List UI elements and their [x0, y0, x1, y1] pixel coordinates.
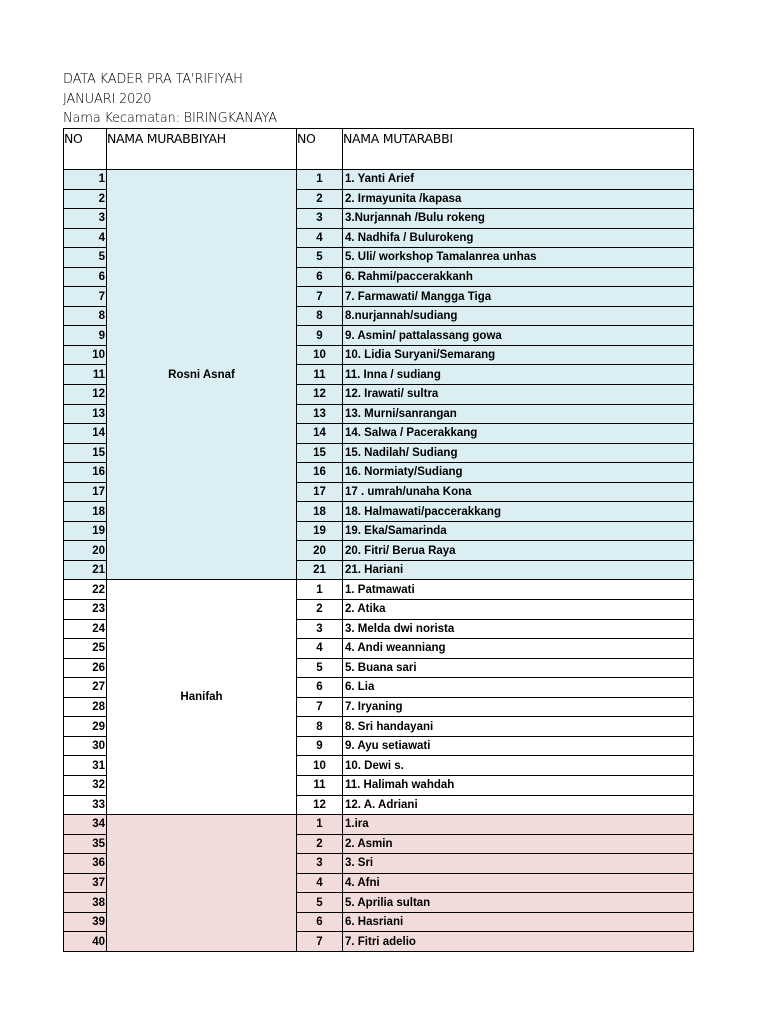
row-number: 27	[64, 678, 107, 698]
row-number: 10	[64, 345, 107, 365]
kader-table	[63, 128, 694, 952]
mutarabbi-name: 7. Fitri adelio	[343, 932, 694, 952]
row-number: 1	[64, 170, 107, 190]
mutarabbi-name: 9. Ayu setiawati	[343, 736, 694, 756]
mutarabbi-number: 15	[297, 443, 343, 463]
row-number: 11	[64, 365, 107, 385]
mutarabbi-number: 3	[297, 209, 343, 229]
mutarabbi-number: 2	[297, 834, 343, 854]
row-number: 19	[64, 521, 107, 541]
mutarabbi-name: 15. Nadilah/ Sudiang	[343, 443, 694, 463]
column-header-mutarabbi: NAMA MUTARABBI	[343, 129, 694, 170]
row-number: 31	[64, 756, 107, 776]
row-number: 15	[64, 443, 107, 463]
mutarabbi-number: 2	[297, 189, 343, 209]
mutarabbi-name: 1.ira	[343, 815, 694, 835]
murabbiyah-name	[107, 815, 297, 952]
row-number: 9	[64, 326, 107, 346]
mutarabbi-name: 3.Nurjannah /Bulu rokeng	[343, 209, 694, 229]
mutarabbi-name: 2. Asmin	[343, 834, 694, 854]
mutarabbi-number: 1	[297, 170, 343, 190]
row-number: 6	[64, 267, 107, 287]
mutarabbi-number: 21	[297, 560, 343, 580]
mutarabbi-name: 17 . umrah/unaha Kona	[343, 482, 694, 502]
row-number: 40	[64, 932, 107, 952]
mutarabbi-name: 13. Murni/sanrangan	[343, 404, 694, 424]
mutarabbi-number: 20	[297, 541, 343, 561]
mutarabbi-number: 12	[297, 385, 343, 405]
mutarabbi-name: 9. Asmin/ pattalassang gowa	[343, 326, 694, 346]
mutarabbi-name: 3. Melda dwi norista	[343, 619, 694, 639]
mutarabbi-number: 18	[297, 502, 343, 522]
table-row	[64, 815, 694, 835]
mutarabbi-name: 10. Lidia Suryani/Semarang	[343, 345, 694, 365]
mutarabbi-name: 11. Halimah wahdah	[343, 775, 694, 795]
row-number: 4	[64, 228, 107, 248]
table-row	[64, 580, 694, 600]
mutarabbi-number: 2	[297, 600, 343, 620]
district-name: Nama Kecamatan: BIRINGKANAYA	[63, 111, 277, 126]
mutarabbi-name: 18. Halmawati/paccerakkang	[343, 502, 694, 522]
mutarabbi-number: 4	[297, 228, 343, 248]
mutarabbi-number: 7	[297, 697, 343, 717]
row-number: 14	[64, 424, 107, 444]
column-header-no: NO	[64, 129, 107, 170]
mutarabbi-number: 8	[297, 717, 343, 737]
mutarabbi-name: 16. Normiaty/Sudiang	[343, 463, 694, 483]
row-number: 8	[64, 306, 107, 326]
mutarabbi-name: 10. Dewi s.	[343, 756, 694, 776]
mutarabbi-name: 21. Hariani	[343, 560, 694, 580]
row-number: 21	[64, 560, 107, 580]
mutarabbi-number: 7	[297, 932, 343, 952]
row-number: 3	[64, 209, 107, 229]
row-number: 26	[64, 658, 107, 678]
mutarabbi-name: 19. Eka/Samarinda	[343, 521, 694, 541]
row-number: 16	[64, 463, 107, 483]
murabbiyah-name: Hanifah	[107, 580, 297, 815]
murabbiyah-name: Rosni Asnaf	[107, 170, 297, 580]
mutarabbi-number: 11	[297, 365, 343, 385]
mutarabbi-number: 5	[297, 893, 343, 913]
mutarabbi-name: 2. Irmayunita /kapasa	[343, 189, 694, 209]
row-number: 30	[64, 736, 107, 756]
mutarabbi-name: 3. Sri	[343, 854, 694, 874]
mutarabbi-number: 14	[297, 424, 343, 444]
mutarabbi-name: 4. Andi weanniang	[343, 639, 694, 659]
document-period: JANUARI 2020	[63, 91, 152, 107]
mutarabbi-name: 6. Rahmi/paccerakkanh	[343, 267, 694, 287]
mutarabbi-number: 16	[297, 463, 343, 483]
mutarabbi-number: 9	[297, 326, 343, 346]
row-number: 25	[64, 639, 107, 659]
mutarabbi-name: 5. Buana sari	[343, 658, 694, 678]
mutarabbi-number: 3	[297, 854, 343, 874]
mutarabbi-number: 6	[297, 912, 343, 932]
mutarabbi-number: 19	[297, 521, 343, 541]
row-number: 28	[64, 697, 107, 717]
row-number: 20	[64, 541, 107, 561]
mutarabbi-name: 1. Patmawati	[343, 580, 694, 600]
mutarabbi-number: 1	[297, 815, 343, 835]
row-number: 5	[64, 248, 107, 268]
mutarabbi-name: 11. Inna / sudiang	[343, 365, 694, 385]
mutarabbi-name: 20. Fitri/ Berua Raya	[343, 541, 694, 561]
row-number: 38	[64, 893, 107, 913]
row-number: 32	[64, 775, 107, 795]
row-number: 18	[64, 502, 107, 522]
mutarabbi-number: 11	[297, 775, 343, 795]
mutarabbi-name: 12. A. Adriani	[343, 795, 694, 815]
table-row	[64, 170, 694, 190]
column-header-murabbiyah: NAMA MURABBIYAH	[107, 129, 297, 170]
mutarabbi-number: 5	[297, 658, 343, 678]
mutarabbi-name: 1. Yanti Arief	[343, 170, 694, 190]
table-header-row	[64, 129, 694, 170]
mutarabbi-name: 5. Aprilia sultan	[343, 893, 694, 913]
row-number: 37	[64, 873, 107, 893]
row-number: 34	[64, 815, 107, 835]
mutarabbi-number: 5	[297, 248, 343, 268]
row-number: 39	[64, 912, 107, 932]
row-number: 35	[64, 834, 107, 854]
mutarabbi-number: 9	[297, 736, 343, 756]
document-header	[63, 70, 277, 129]
mutarabbi-name: 6. Hasriani	[343, 912, 694, 932]
document-title: DATA KADER PRA TA'RIFIYAH	[63, 72, 243, 87]
mutarabbi-number: 1	[297, 580, 343, 600]
mutarabbi-name: 4. Nadhifa / Bulurokeng	[343, 228, 694, 248]
mutarabbi-name: 7. Iryaning	[343, 697, 694, 717]
column-header-no-2: NO	[297, 129, 343, 170]
row-number: 7	[64, 287, 107, 307]
row-number: 36	[64, 854, 107, 874]
mutarabbi-number: 6	[297, 678, 343, 698]
mutarabbi-number: 4	[297, 873, 343, 893]
row-number: 33	[64, 795, 107, 815]
mutarabbi-number: 12	[297, 795, 343, 815]
mutarabbi-number: 10	[297, 345, 343, 365]
mutarabbi-name: 8. Sri handayani	[343, 717, 694, 737]
mutarabbi-number: 4	[297, 639, 343, 659]
mutarabbi-name: 2. Atika	[343, 600, 694, 620]
mutarabbi-number: 6	[297, 267, 343, 287]
mutarabbi-number: 10	[297, 756, 343, 776]
mutarabbi-name: 14. Salwa / Pacerakkang	[343, 424, 694, 444]
row-number: 13	[64, 404, 107, 424]
mutarabbi-number: 8	[297, 306, 343, 326]
mutarabbi-name: 6. Lia	[343, 678, 694, 698]
mutarabbi-name: 8.nurjannah/sudiang	[343, 306, 694, 326]
row-number: 2	[64, 189, 107, 209]
row-number: 29	[64, 717, 107, 737]
table-body	[64, 170, 694, 952]
mutarabbi-name: 12. Irawati/ sultra	[343, 385, 694, 405]
mutarabbi-number: 7	[297, 287, 343, 307]
row-number: 22	[64, 580, 107, 600]
row-number: 12	[64, 385, 107, 405]
row-number: 24	[64, 619, 107, 639]
mutarabbi-name: 4. Afni	[343, 873, 694, 893]
row-number: 23	[64, 600, 107, 620]
row-number: 17	[64, 482, 107, 502]
mutarabbi-name: 7. Farmawati/ Mangga Tiga	[343, 287, 694, 307]
mutarabbi-number: 13	[297, 404, 343, 424]
mutarabbi-number: 3	[297, 619, 343, 639]
mutarabbi-number: 17	[297, 482, 343, 502]
mutarabbi-name: 5. Uli/ workshop Tamalanrea unhas	[343, 248, 694, 268]
